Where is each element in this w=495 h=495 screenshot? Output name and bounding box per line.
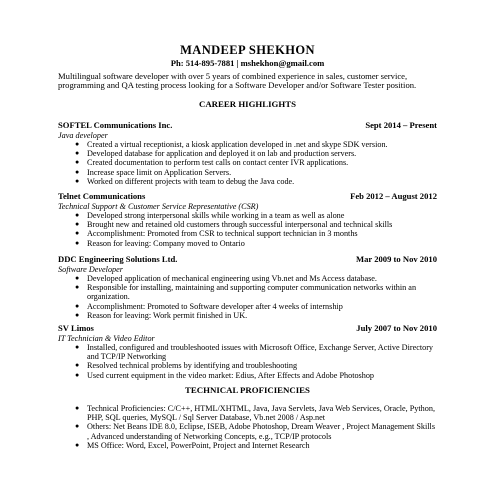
bullet-text: Created a virtual receptionist, a kiosk application developed in .net and skype SDK version. bbox=[87, 140, 388, 149]
contact-line: Ph: 514-895-7881 | mshekhon@gmail.com bbox=[170, 58, 325, 68]
job-role: IT Technician & Video Editor bbox=[58, 334, 155, 343]
job-entry bbox=[58, 254, 437, 320]
bullet-item bbox=[58, 177, 437, 186]
bullet-icon: ● bbox=[75, 283, 80, 292]
bullet-icon: ● bbox=[75, 229, 80, 238]
job-header bbox=[58, 254, 437, 265]
bullet-item bbox=[58, 168, 437, 177]
bullet-item bbox=[58, 302, 437, 311]
bullet-icon: ● bbox=[75, 440, 80, 449]
bullet-text: Technical Proficiencies: C/C++, HTML/XHTML, Java, Java Servlets, Java Web Services, Oracle, Python, PHP, SQL queries, MySQL / Sql Server Database, Vb.net 2008 / Asp.net bbox=[87, 404, 435, 423]
bullet-icon: ● bbox=[75, 310, 80, 319]
job-dates: Mar 2009 to Nov 2010 bbox=[356, 254, 437, 264]
bullet-item bbox=[58, 239, 437, 248]
bullet-text: Reason for leaving: Company moved to Ontario bbox=[87, 238, 245, 248]
job-role: Software Developer bbox=[58, 265, 123, 274]
bullet-text: Developed database for application and deployed it on lab and production servers. bbox=[87, 149, 357, 159]
job-bullets bbox=[58, 211, 437, 248]
job-entry bbox=[58, 323, 437, 380]
bullet-text: Worked on different projects with team to debug the Java code. bbox=[87, 176, 295, 186]
job-role: Technical Support & Customer Service Representative (CSR) bbox=[58, 202, 259, 211]
job-dates: July 2007 to Nov 2010 bbox=[356, 323, 437, 333]
bullet-item bbox=[58, 361, 437, 370]
bullet-item bbox=[58, 149, 437, 158]
bullet-item bbox=[58, 229, 437, 238]
technical-proficiencies-heading: TECHNICAL PROFICIENCIES bbox=[185, 385, 310, 395]
job-dates: Sept 2014 – Present bbox=[365, 120, 437, 130]
bullet-icon: ● bbox=[75, 301, 80, 310]
bullet-item bbox=[58, 343, 437, 361]
bullet-text: Accomplishment: Promoted from CSR to technical support technician in 3 months bbox=[87, 229, 358, 239]
bullet-item bbox=[58, 422, 437, 440]
bullet-item bbox=[58, 404, 437, 422]
bullet-item bbox=[58, 211, 437, 220]
bullet-icon: ● bbox=[75, 167, 80, 176]
bullet-icon: ● bbox=[75, 370, 80, 379]
job-header bbox=[58, 191, 437, 202]
bullet-icon: ● bbox=[75, 343, 80, 351]
bullet-text: Accomplishment: Promoted to Software developer after 4 weeks of internship bbox=[87, 301, 343, 311]
bullet-item bbox=[58, 140, 437, 149]
career-highlights-heading: CAREER HIGHLIGHTS bbox=[198, 99, 297, 109]
bullet-item bbox=[58, 371, 437, 380]
job-entry bbox=[58, 120, 437, 186]
company-name: DDC Engineering Solutions Ltd. bbox=[58, 254, 178, 264]
company-name: SV Limos bbox=[58, 323, 94, 333]
skills-bullets bbox=[58, 404, 437, 450]
bullet-text: Developed application of mechanical engineering using Vb.net and Ms Access database. bbox=[87, 274, 377, 283]
bullet-icon: ● bbox=[75, 220, 80, 229]
bullet-text: Brought new and retained old customers through successful interpersonal and technical skills bbox=[87, 220, 393, 230]
bullet-icon: ● bbox=[75, 422, 80, 431]
bullet-icon: ● bbox=[75, 140, 80, 148]
bullet-text: Others: Net Beans IDE 8.0, Eclipse, ISEB, Adobe Photoshop, Dream Weaver , Project Management Skills , Advanced understanding of Networking Concepts, e.g., TCP/IP protocols bbox=[87, 422, 436, 441]
bullet-icon: ● bbox=[75, 211, 80, 219]
company-name: SOFTEL Communications Inc. bbox=[58, 120, 173, 130]
bullet-icon: ● bbox=[75, 149, 80, 158]
bullet-icon: ● bbox=[75, 158, 80, 167]
bullet-icon: ● bbox=[75, 238, 80, 247]
bullet-text: Resolved technical problems by identifying and troubleshooting bbox=[87, 361, 298, 371]
bullet-text: Installed, configured and troubleshooted issues with Microsoft Office, Exchange Server, Active Directory and TCP/IP Networking bbox=[87, 343, 434, 362]
bullet-item bbox=[58, 441, 437, 450]
bullet-item bbox=[58, 158, 437, 167]
skills-block bbox=[58, 404, 437, 450]
job-bullets bbox=[58, 343, 437, 380]
bullet-text: Reason for leaving: Work permit finished in UK. bbox=[87, 310, 248, 320]
bullet-text: Increase space limit on Application Servers. bbox=[87, 167, 232, 177]
job-header bbox=[58, 323, 437, 334]
bullet-icon: ● bbox=[75, 176, 80, 185]
bullet-item bbox=[58, 220, 437, 229]
company-name: Telnet Communications bbox=[58, 191, 146, 201]
candidate-name: MANDEEP SHEKHON bbox=[180, 43, 315, 57]
bullet-text: Created documentation to perform test calls on contact center IVR applications. bbox=[87, 158, 349, 168]
job-dates: Feb 2012 – August 2012 bbox=[350, 191, 437, 201]
bullet-item bbox=[58, 311, 437, 320]
bullet-icon: ● bbox=[75, 404, 80, 412]
job-header bbox=[58, 120, 437, 131]
bullet-text: MS Office: Word, Excel, PowerPoint, Project and Internet Research bbox=[87, 440, 310, 450]
job-entry bbox=[58, 191, 437, 248]
bullet-item bbox=[58, 283, 437, 301]
bullet-text: Used current equipment in the video market: Edius, After Effects and Adobe Photoshop bbox=[87, 370, 375, 380]
bullet-text: Responsible for installing, maintaining and supporting computer communication networks within an organization. bbox=[87, 283, 417, 302]
job-bullets bbox=[58, 140, 437, 186]
bullet-icon: ● bbox=[75, 361, 80, 370]
bullet-icon: ● bbox=[75, 274, 80, 282]
bullet-item bbox=[58, 274, 437, 283]
job-role: Java developer bbox=[58, 131, 108, 140]
bullet-text: Developed strong interpersonal skills while working in a team as well as alone bbox=[87, 211, 345, 220]
job-bullets bbox=[58, 274, 437, 320]
summary-paragraph: Multilingual software developer with over 5 years of combined experience in sales, customer service, programming and QA testing process looking for a Software Developer and/or Software Tester position. bbox=[58, 71, 417, 91]
